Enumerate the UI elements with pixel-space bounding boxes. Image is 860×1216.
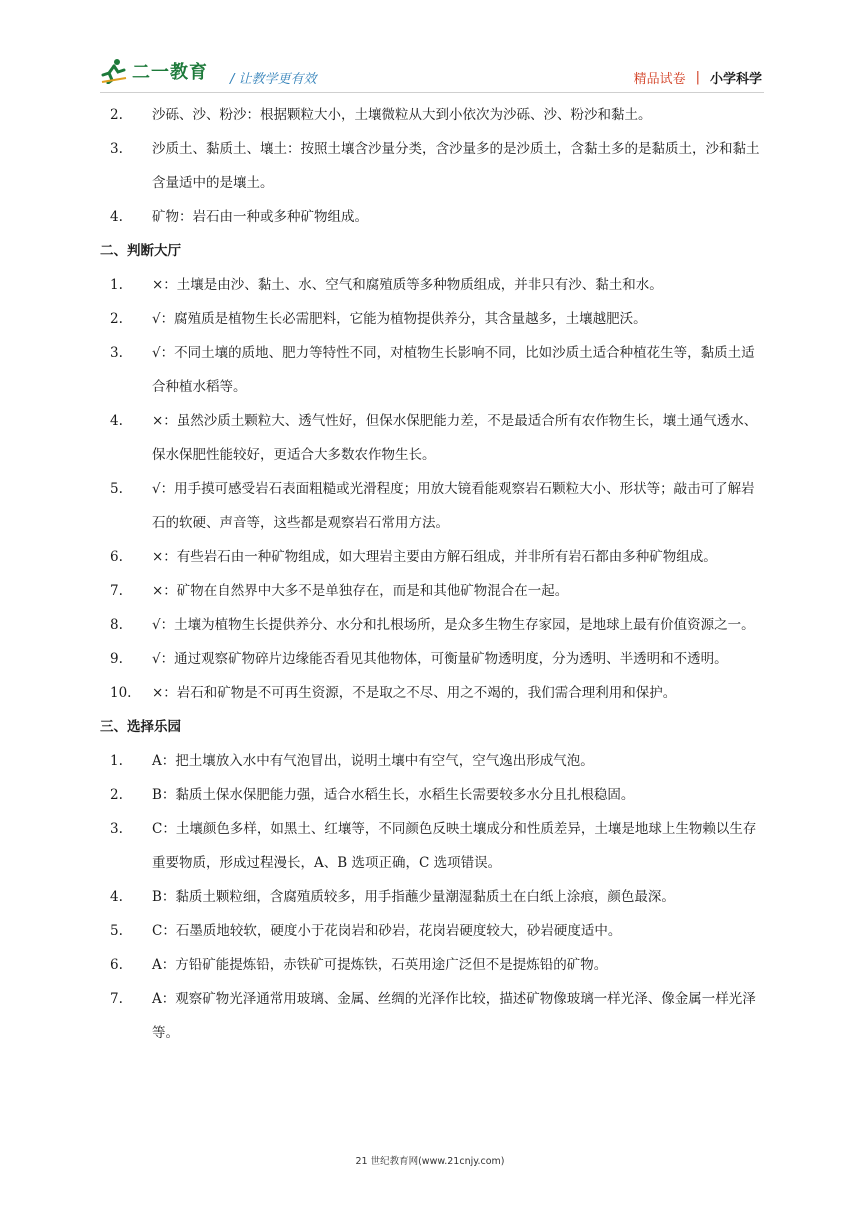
item-text: B：黏质土颗粒细，含腐殖质较多，用手指蘸少量潮湿黏质土在白纸上涂痕，颜色最深。 — [152, 889, 675, 905]
item-number: 1. — [110, 277, 123, 293]
list-item — [100, 200, 764, 234]
item-text: ×：矿物在自然界中大多不是单独存在，而是和其他矿物混合在一起。 — [152, 583, 569, 599]
logo-text: 二一教育 — [132, 62, 208, 83]
list-item — [100, 404, 764, 472]
item-number: 8. — [110, 617, 123, 633]
list-item — [100, 302, 764, 336]
item-number: 10. — [110, 685, 132, 701]
item-text: 沙质土、黏质土、壤土：按照土壤含沙量分类，含沙量多的是沙质土，含黏土多的是黏质土，沙和黏土含量适中的是壤土。 — [152, 141, 760, 191]
header-divider — [100, 92, 764, 93]
list-item — [100, 132, 764, 200]
item-number: 6. — [110, 549, 123, 565]
logo — [100, 56, 208, 86]
list-item — [100, 642, 764, 676]
list-item — [100, 914, 764, 948]
subject-label: 小学科学 — [709, 72, 762, 87]
item-text: 矿物：岩石由一种或多种矿物组成。 — [152, 209, 368, 225]
item-text: 沙砾、沙、粉沙：根据颗粒大小，土壤微粒从大到小依次为沙砾、沙、粉沙和黏土。 — [152, 107, 652, 123]
item-number: 6. — [110, 957, 123, 973]
runner-logo-icon — [100, 58, 128, 84]
list-item — [100, 812, 764, 880]
item-number: 3. — [110, 821, 123, 837]
list-item — [100, 472, 764, 540]
item-number: 1. — [110, 753, 123, 769]
list-item — [100, 948, 764, 982]
list-item — [100, 336, 764, 404]
item-number: 3. — [110, 141, 123, 157]
item-number: 7. — [110, 991, 123, 1007]
page-header — [100, 52, 762, 92]
section-choice — [100, 710, 764, 1050]
item-text: B：黏质土保水保肥能力强，适合水稻生长，水稻生长需要较多水分且扎根稳固。 — [152, 787, 635, 803]
item-number: 3. — [110, 345, 123, 361]
premium-label: 精品试卷 — [633, 72, 686, 87]
page-footer: 21 世纪教育网(www.21cnjy.com) — [355, 1156, 505, 1167]
item-number: 7. — [110, 583, 123, 599]
item-number: 4. — [110, 209, 123, 225]
item-number: 9. — [110, 651, 123, 667]
item-text: √：通过观察矿物碎片边缘能否看见其他物体，可衡量矿物透明度，分为透明、半透明和不透明。 — [152, 651, 728, 667]
item-text: A：观察矿物光泽通常用玻璃、金属、丝绸的光泽作比较，描述矿物像玻璃一样光泽、像金属一样光泽等。 — [152, 991, 756, 1041]
list-item — [100, 676, 764, 710]
item-number: 4. — [110, 413, 123, 429]
header-separator: | — [695, 70, 700, 85]
answer-content — [100, 98, 764, 1050]
list-item — [100, 744, 764, 778]
item-text: ×：岩石和矿物是不可再生资源，不是取之不尽、用之不竭的，我们需合理利用和保护。 — [152, 685, 677, 701]
item-text: C：土壤颜色多样，如黑土、红壤等，不同颜色反映土壤成分和性质差异，土壤是地球上生物赖以生存重要物质，形成过程漫长，A、B 选项正确，C 选项错误。 — [152, 821, 757, 871]
item-number: 2. — [110, 787, 123, 803]
item-number: 2. — [110, 107, 123, 123]
item-number: 2. — [110, 311, 123, 327]
item-number: 5. — [110, 481, 123, 497]
list-item — [100, 778, 764, 812]
item-number: 5. — [110, 923, 123, 939]
section-a — [100, 98, 764, 234]
item-text: A：方铅矿能提炼铅，赤铁矿可提炼铁，石英用途广泛但不是提炼铅的矿物。 — [152, 957, 608, 973]
item-text: √：不同土壤的质地、肥力等特性不同，对植物生长影响不同，比如沙质土适合种植花生等，黏质土适合种植水稻等。 — [152, 345, 755, 395]
item-text: √：腐殖质是植物生长必需肥料，它能为植物提供养分，其含量越多，土壤越肥沃。 — [152, 311, 647, 327]
section-title: 二、判断大厅 — [100, 243, 181, 259]
item-text: ×：土壤是由沙、黏土、水、空气和腐殖质等多种物质组成，并非只有沙、黏土和水。 — [152, 277, 663, 293]
item-text: ×：虽然沙质土颗粒大、透气性好，但保水保肥能力差，不是最适合所有农作物生长，壤土通气透水、保水保肥性能较好，更适合大多数农作物生长。 — [152, 413, 758, 463]
item-text: A：把土壤放入水中有气泡冒出，说明土壤中有空气，空气逸出形成气泡。 — [152, 753, 594, 769]
header-tags — [634, 68, 762, 87]
list-item — [100, 880, 764, 914]
item-text: √：土壤为植物生长提供养分、水分和扎根场所，是众多生物生存家园，是地球上最有价值资源之一。 — [152, 617, 755, 633]
section-judgement — [100, 234, 764, 710]
list-item — [100, 98, 764, 132]
item-text: C：石墨质地较软，硬度小于花岗岩和砂岩，花岗岩硬度较大，砂岩硬度适中。 — [152, 923, 622, 939]
list-item — [100, 574, 764, 608]
section-title: 三、选择乐园 — [100, 719, 181, 735]
item-number: 4. — [110, 889, 123, 905]
list-item — [100, 608, 764, 642]
list-item — [100, 540, 764, 574]
slogan: / 让教学更有效 — [230, 72, 317, 87]
item-text: √：用手摸可感受岩石表面粗糙或光滑程度；用放大镜看能观察岩石颗粒大小、形状等；敲击可了解岩石的软硬、声音等，这些都是观察岩石常用方法。 — [152, 481, 755, 531]
item-text: ×：有些岩石由一种矿物组成，如大理岩主要由方解石组成，并非所有岩石都由多种矿物组成。 — [152, 549, 717, 565]
list-item — [100, 268, 764, 302]
list-item — [100, 982, 764, 1050]
